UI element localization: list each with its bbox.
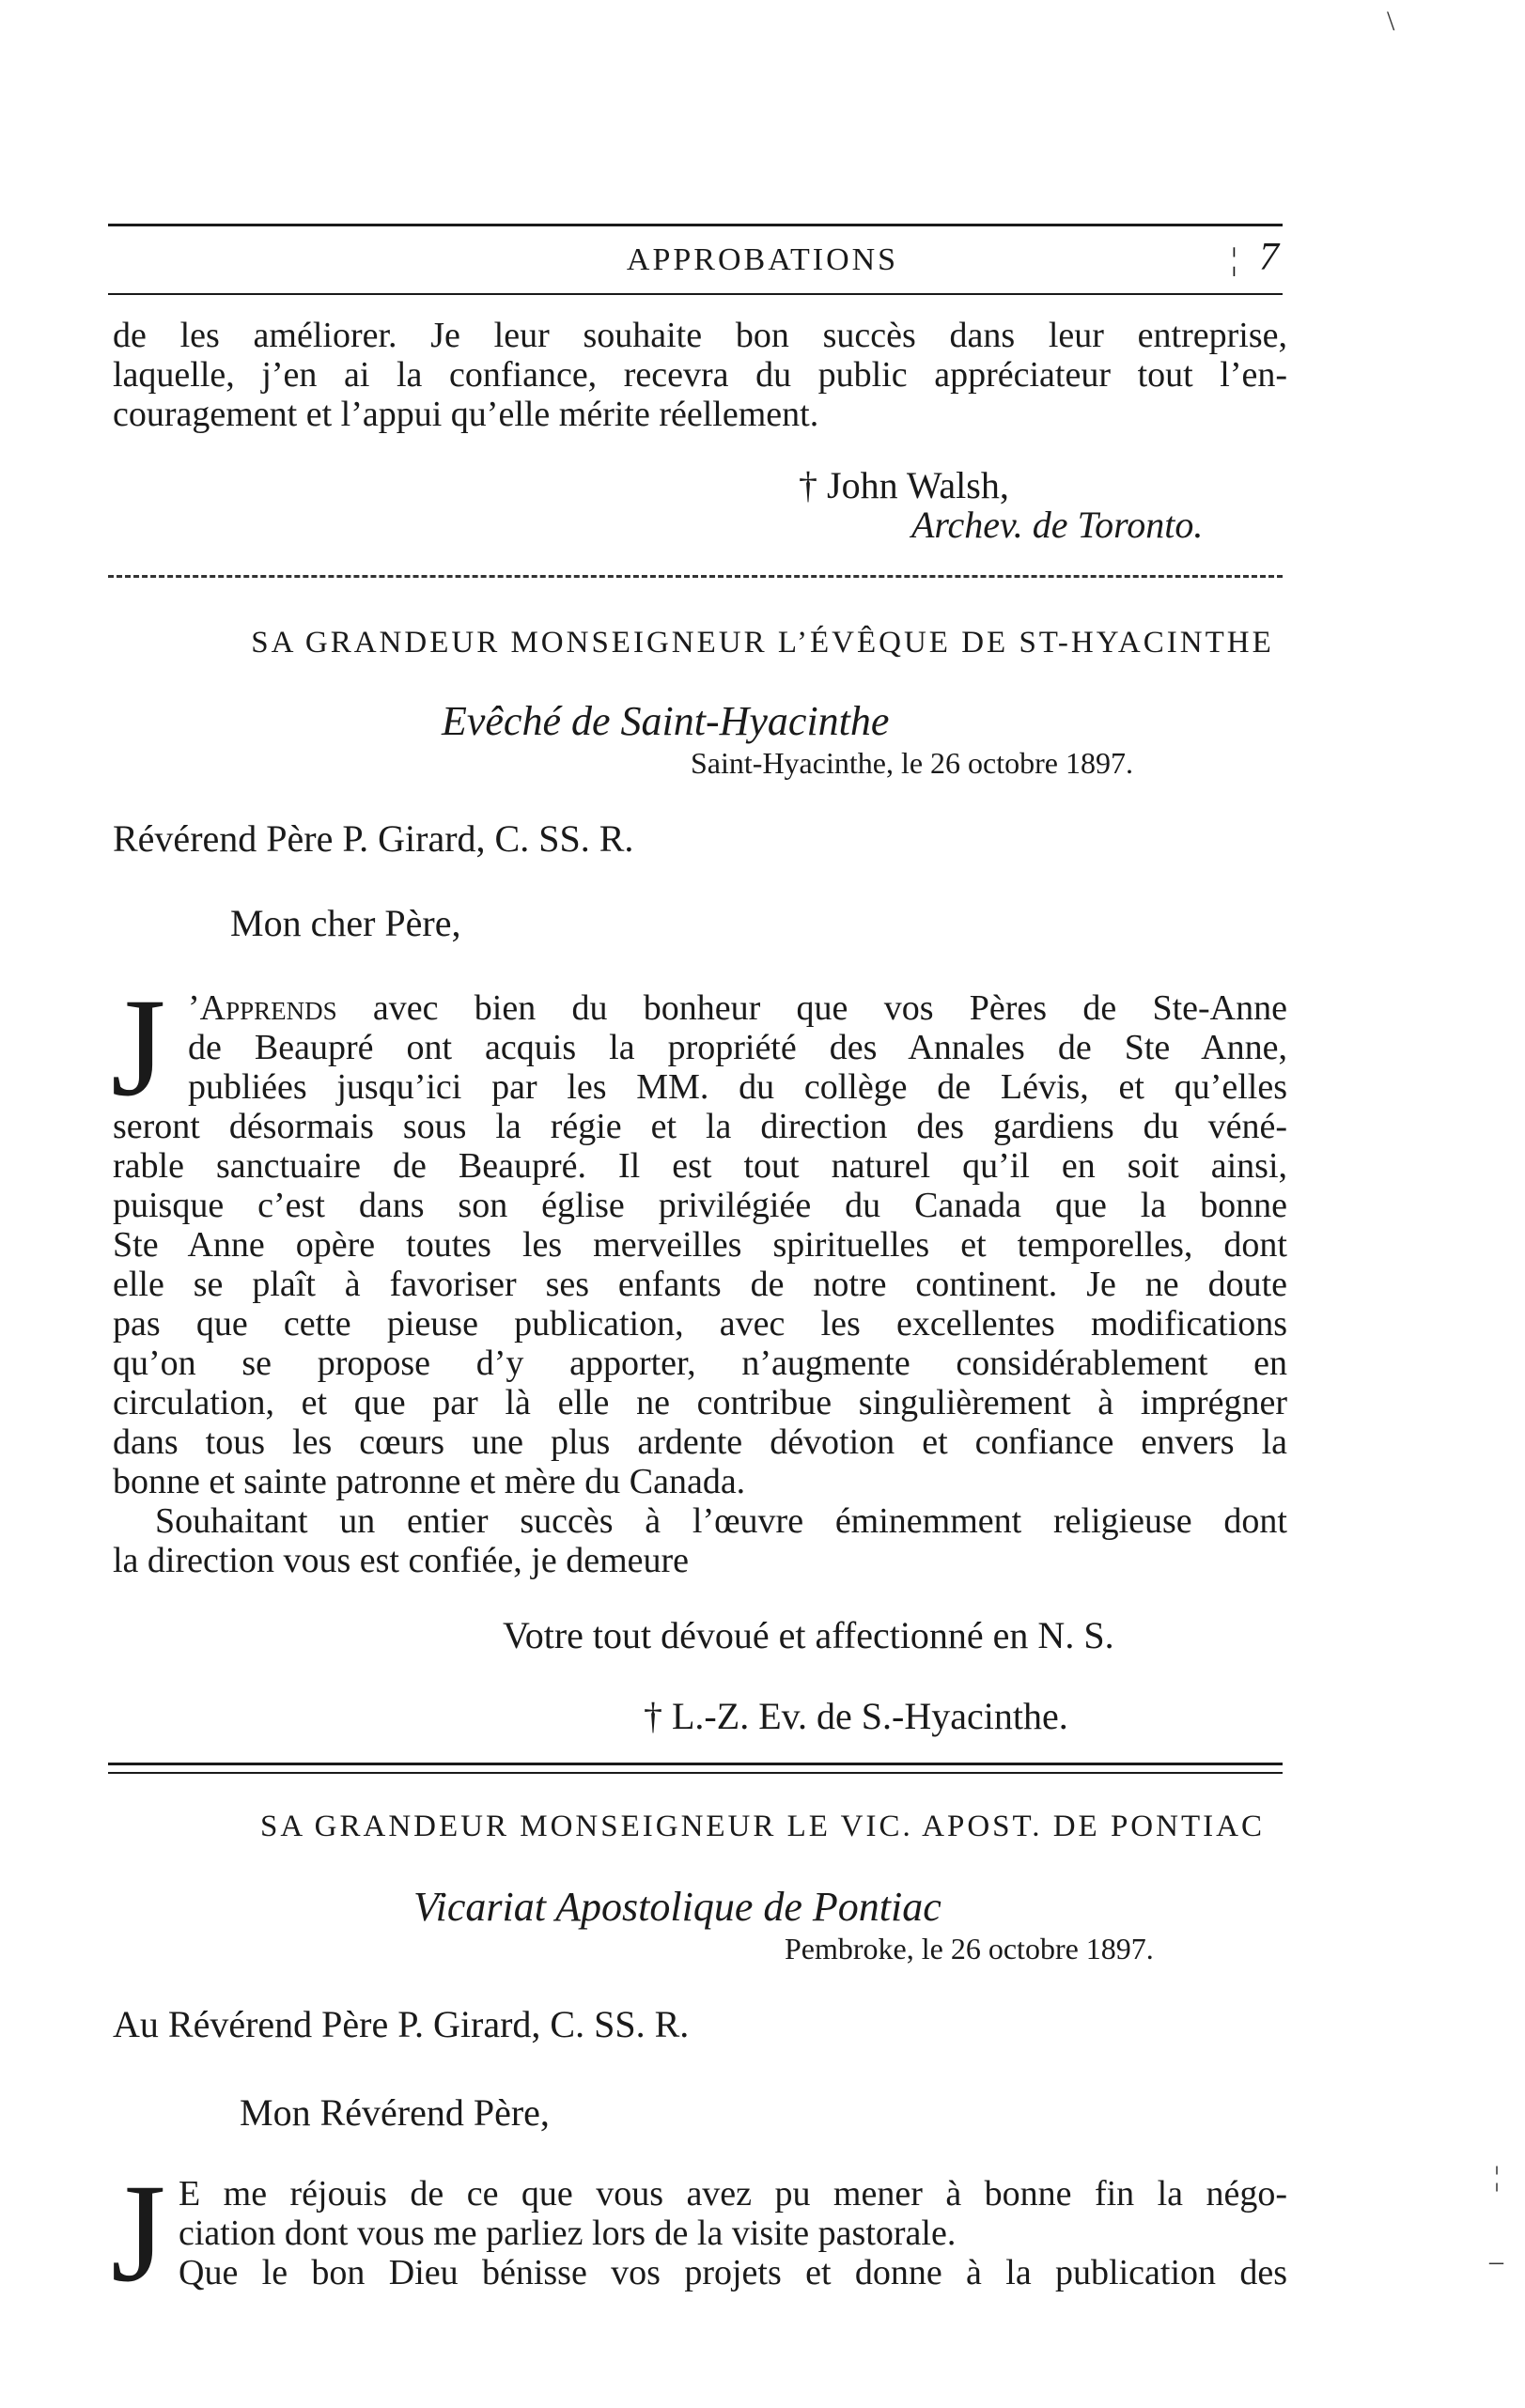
walsh-signature-title: Archev. de Toronto.	[911, 504, 1204, 546]
scan-speck: \	[1387, 6, 1395, 37]
pontiac-dropcap: J	[111, 2155, 166, 2311]
header-top-rule	[108, 224, 1283, 226]
page-number: 7	[1259, 236, 1279, 279]
hyacinthe-salutation: Mon cher Père,	[230, 902, 461, 944]
hyacinthe-body-line-6: puisque c’est dans son église privilégiée du Canada que la bonne	[113, 1186, 1287, 1225]
walsh-line-2: laquelle, j’en ai la confiance, recevra du public appréciateur tout l’en-	[113, 355, 1287, 395]
hyacinthe-body-line-13: bonne et sainte patronne et mère du Canada.	[113, 1462, 746, 1501]
hyacinthe-first-line-rest: avec bien du bonheur que vos Pères de Ste-Anne	[336, 988, 1287, 1028]
pontiac-body-line-2: ciation dont vous me parliez lors de la visite pastorale.	[179, 2214, 957, 2253]
hyacinthe-closing: Votre tout dévoué et affectionné en N. S.	[503, 1614, 1114, 1656]
hyacinthe-date: Saint-Hyacinthe, le 26 octobre 1897.	[691, 746, 1133, 780]
pontiac-body-line-3: Que le bon Dieu bénisse vos projets et donne à la publication des	[179, 2253, 1287, 2292]
section-heading-hyacinthe: SA GRANDEUR MONSEIGNEUR L’ÉVÊQUE DE ST-HYACINTHE	[251, 626, 1274, 660]
hyacinthe-body-line-3: publiées jusqu’ici par les MM. du collège de Lévis, et qu’elles	[188, 1067, 1287, 1107]
section-divider-dashed	[108, 575, 1283, 578]
hyacinthe-body-line-11: circulation, et que par là elle ne contribue singulièrement à imprégner	[113, 1383, 1287, 1422]
pontiac-place: Vicariat Apostolique de Pontiac	[413, 1884, 941, 1930]
hyacinthe-body-line-5: rable sanctuaire de Beaupré. Il est tout naturel qu’il en soit ainsi,	[113, 1146, 1287, 1186]
pontiac-salutation: Mon Révérend Père,	[240, 2091, 550, 2134]
section-heading-pontiac: SA GRANDEUR MONSEIGNEUR LE VIC. APOST. DE PONTIAC	[260, 1810, 1265, 1843]
hyacinthe-dropcap: J	[111, 970, 166, 1126]
hyacinthe-body-line-2: de Beaupré ont acquis la propriété des Annales de Ste Anne,	[188, 1028, 1287, 1067]
scan-speck: –	[1489, 2245, 1503, 2276]
hyacinthe-place: Evêché de Saint-Hyacinthe	[442, 698, 890, 744]
header-separator: ¦	[1231, 242, 1237, 277]
running-header-title: APPROBATIONS	[626, 242, 899, 277]
hyacinthe-body-line-4: seront désormais sous la régie et la direction des gardiens du véné-	[113, 1107, 1287, 1146]
hyacinthe-body-line-7: Ste Anne opère toutes les merveilles spirituelles et temporelles, dont	[113, 1225, 1287, 1265]
scan-speck: ¦	[1494, 2161, 1501, 2192]
section-divider-double-bottom	[108, 1772, 1283, 1774]
hyacinthe-signature: † L.-Z. Ev. de S.-Hyacinthe.	[644, 1695, 1068, 1737]
hyacinthe-body-line-15: la direction vous est confiée, je demeure	[113, 1541, 690, 1580]
walsh-signature-name: † John Walsh,	[799, 464, 1009, 506]
section-divider-double-top	[108, 1763, 1283, 1765]
header-bottom-rule	[108, 293, 1283, 295]
hyacinthe-body-line-14: Souhaitant un entier succès à l’œuvre éminemment religieuse dont	[155, 1501, 1287, 1541]
hyacinthe-body-line-1	[188, 988, 1287, 1028]
hyacinthe-first-word: ’Apprends	[188, 988, 337, 1028]
hyacinthe-body-line-12: dans tous les cœurs une plus ardente dévotion et confiance envers la	[113, 1422, 1287, 1462]
hyacinthe-body-line-8: elle se plaît à favoriser ses enfants de notre continent. Je ne doute	[113, 1265, 1287, 1304]
walsh-line-3: couragement et l’appui qu’elle mérite réellement.	[113, 395, 819, 434]
hyacinthe-addressee: Révérend Père P. Girard, C. SS. R.	[113, 817, 634, 860]
pontiac-date: Pembroke, le 26 octobre 1897.	[785, 1932, 1154, 1965]
pontiac-body-line-1: E me réjouis de ce que vous avez pu mener à bonne fin la négo-	[179, 2174, 1287, 2214]
hyacinthe-body-line-9: pas que cette pieuse publication, avec les excellentes modifications	[113, 1304, 1287, 1344]
pontiac-addressee: Au Révérend Père P. Girard, C. SS. R.	[113, 2003, 690, 2045]
walsh-line-1: de les améliorer. Je leur souhaite bon succès dans leur entreprise,	[113, 316, 1287, 355]
hyacinthe-body-line-10: qu’on se propose d’y apporter, n’augmente considérablement en	[113, 1344, 1287, 1383]
